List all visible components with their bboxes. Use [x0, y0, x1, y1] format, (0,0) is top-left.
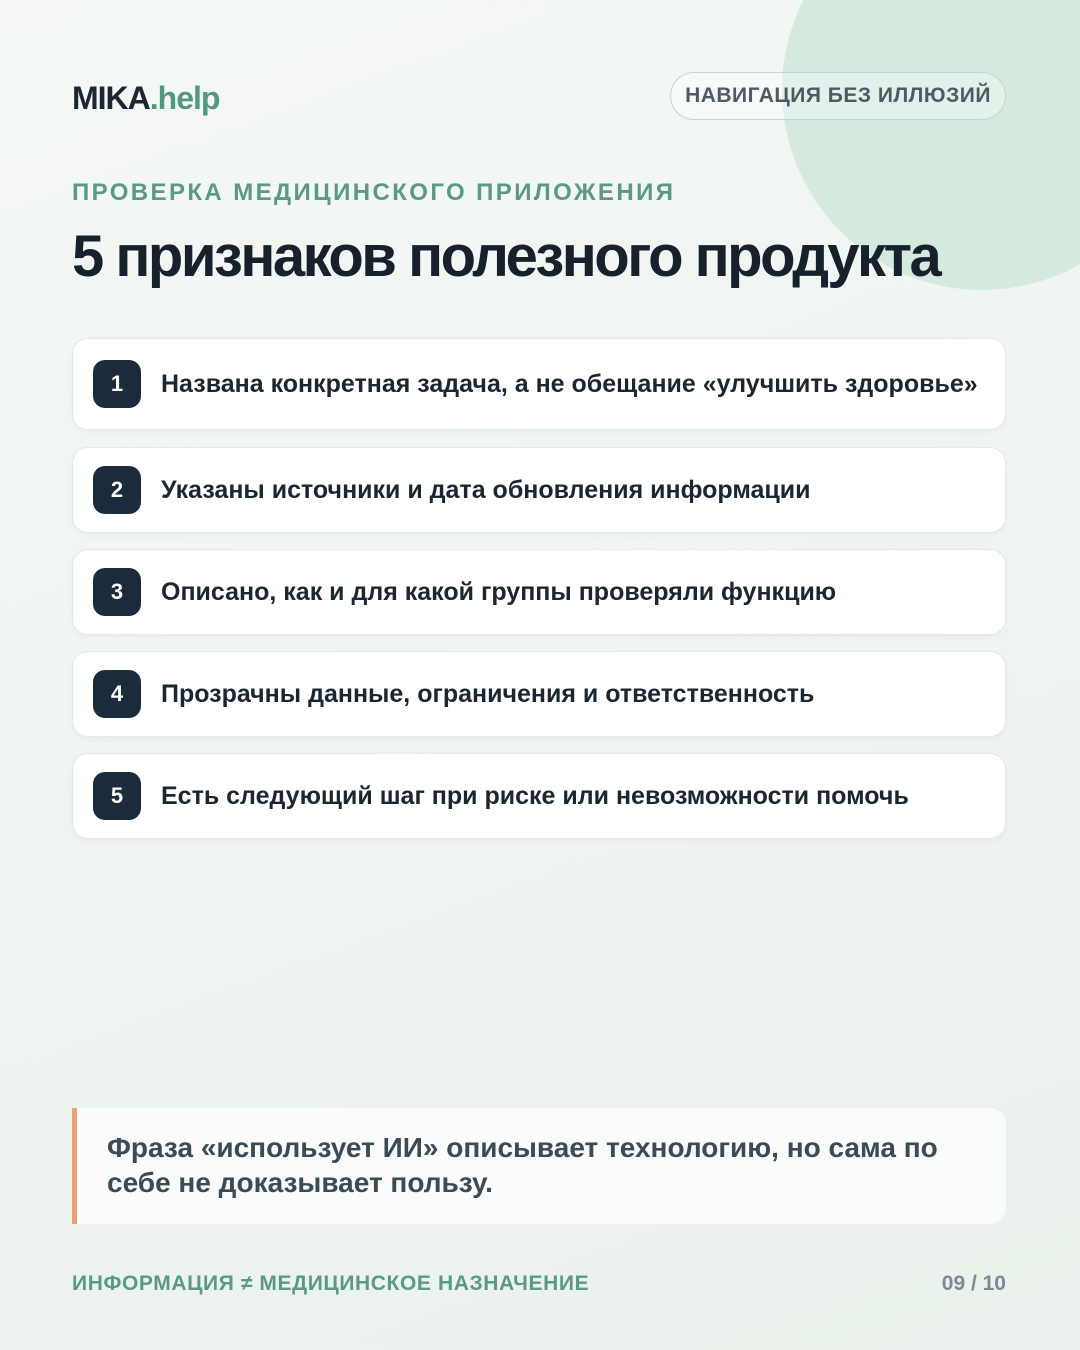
list-item: [72, 338, 1006, 430]
page-title: 5 признаков полезного продукта: [72, 224, 940, 289]
item-number-badge: 4: [93, 670, 141, 718]
item-text: Прозрачны данные, ограничения и ответственность: [161, 679, 815, 708]
item-number-badge: 1: [93, 360, 141, 408]
brand-logo: [72, 78, 219, 118]
list-item: [72, 549, 1006, 635]
item-text: Есть следующий шаг при риске или невозможности помочь: [161, 781, 909, 810]
brand-name: MIKA: [72, 80, 150, 116]
header-tag: НАВИГАЦИЯ БЕЗ ИЛЛЮЗИЙ: [670, 72, 1006, 120]
footer-disclaimer: ИНФОРМАЦИЯ ≠ МЕДИЦИНСКОЕ НАЗНАЧЕНИЕ: [72, 1272, 590, 1295]
list-item: [72, 651, 1006, 737]
item-text: Описано, как и для какой группы проверяли функцию: [161, 577, 837, 606]
item-number-badge: 3: [93, 568, 141, 616]
list-item: [72, 753, 1006, 839]
item-number-badge: 2: [93, 466, 141, 514]
list-item: [72, 447, 1006, 533]
brand-domain: .help: [149, 80, 220, 116]
page-counter: 09 / 10: [941, 1272, 1006, 1295]
callout-quote: Фраза «использует ИИ» описывает технологию, но сама по себе не доказывает пользу.: [72, 1108, 1006, 1224]
item-text: Указаны источники и дата обновления информации: [161, 475, 811, 504]
section-kicker: ПРОВЕРКА МЕДИЦИНСКОГО ПРИЛОЖЕНИЯ: [72, 179, 676, 206]
item-text: Названа конкретная задача, а не обещание «улучшить здоровье»: [161, 369, 978, 398]
item-number-badge: 5: [93, 772, 141, 820]
